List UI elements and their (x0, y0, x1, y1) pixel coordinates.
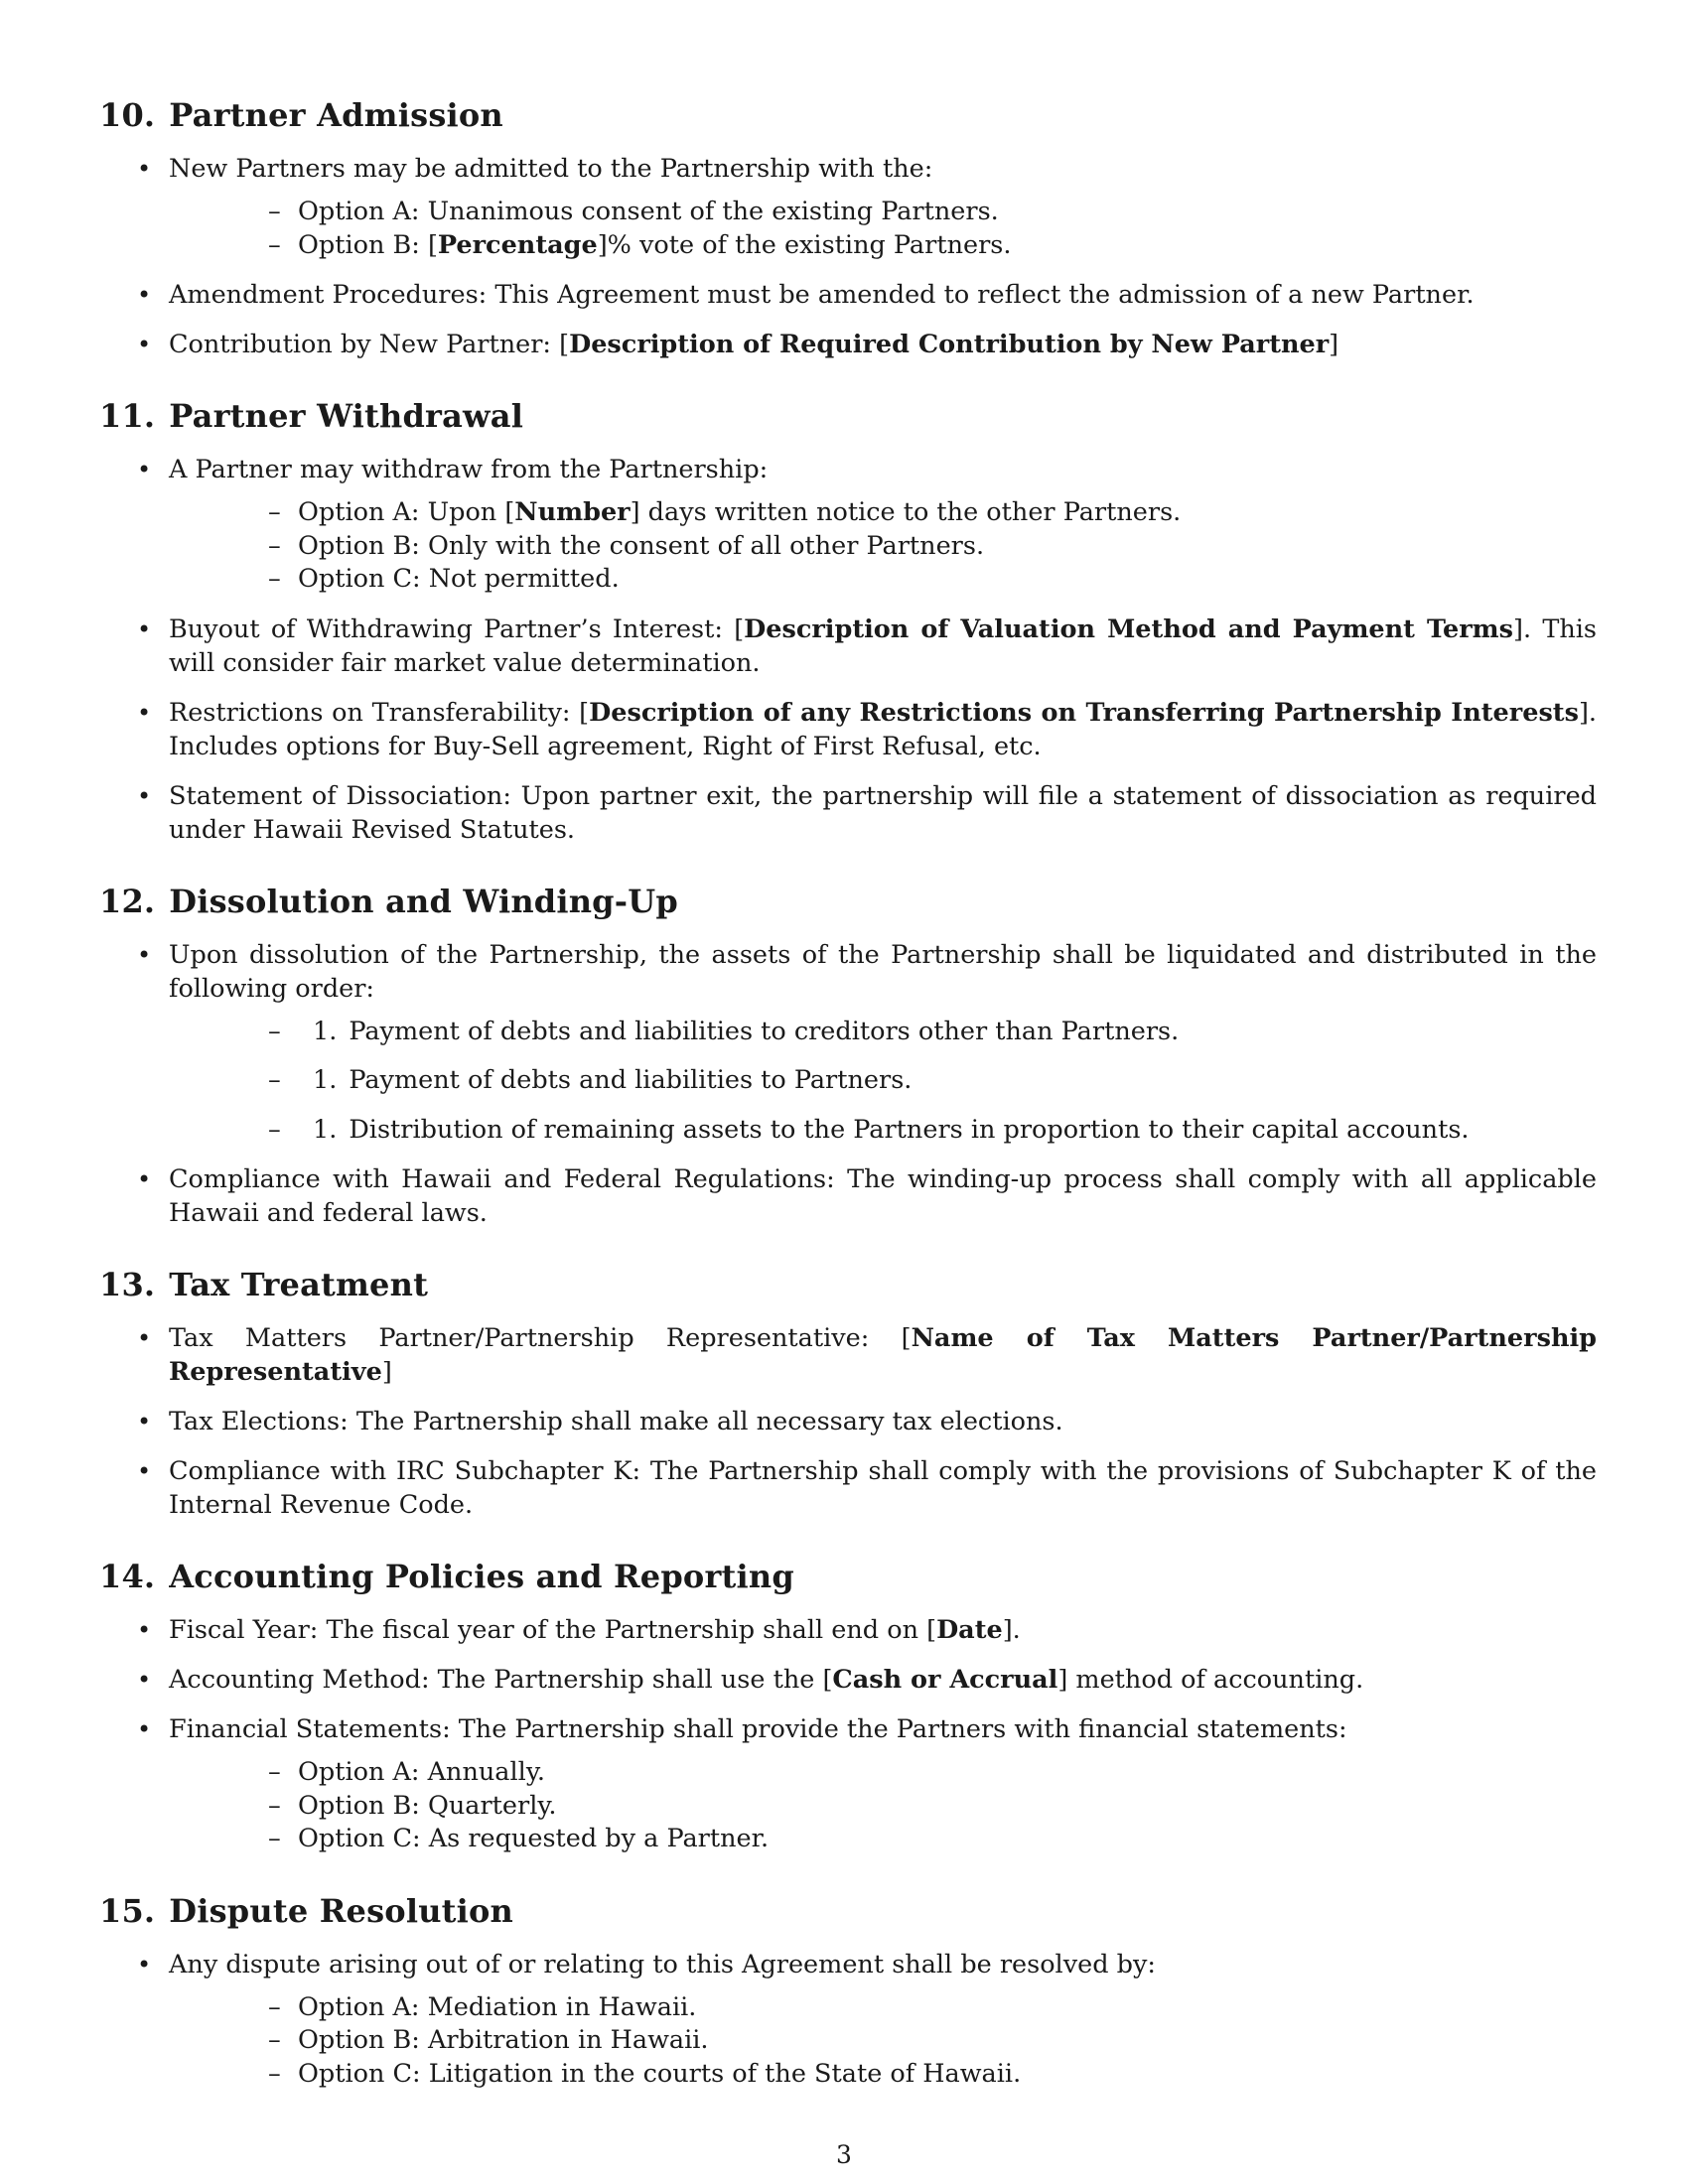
item-text: ] days written notice to the other Partners. (630, 497, 1182, 527)
item-text: Restrictions on Transferability: [ (169, 697, 590, 728)
placeholder-field: Name of Tax Matters Partner/Partnership Representative (169, 1323, 1598, 1387)
step-item (169, 1064, 1597, 1098)
item-text: Option B: Arbitration in Hawaii. (298, 2025, 709, 2055)
section-12 (99, 881, 1597, 1231)
section-heading (99, 1556, 1597, 1597)
bullet-item (99, 1454, 1597, 1522)
item-text: Option B: Quarterly. (298, 1790, 557, 1821)
bullet-item (99, 1613, 1597, 1647)
dash-marker: – (268, 530, 281, 561)
step-text: Payment of debts and liabilities to creditors other than Partners. (349, 1016, 1180, 1046)
item-text: ]. Includes options for Buy-Sell agreement, Right of First Refusal, etc. (169, 697, 1597, 761)
item-text: Compliance with IRC Subchapter K: The Partnership shall comply with the provisions of Subchapter K of the Internal Revenue Code. (169, 1456, 1597, 1520)
section-title: Partner Withdrawal (169, 397, 524, 435)
option-item (169, 2024, 1597, 2058)
page-number: 3 (836, 2140, 852, 2169)
item-text: Option A: Mediation in Hawaii. (298, 1991, 697, 2022)
bullet-item (99, 278, 1597, 312)
bullet-item (99, 938, 1597, 1148)
dash-marker: – (268, 564, 281, 594)
item-text: Option A: Upon [ (298, 497, 515, 527)
item-text: Buyout of Withdrawing Partner’s Interest: [ (169, 614, 745, 644)
item-text: Tax Elections: The Partnership shall make all necessary tax elections. (169, 1407, 1063, 1436)
section-number: 11. (99, 397, 156, 435)
bullet-item (99, 328, 1597, 361)
item-text: Tax Matters Partner/Partnership Representative: [ (169, 1323, 912, 1353)
step-number: 1. (313, 1114, 338, 1145)
section-number: 12. (99, 882, 156, 920)
dash-marker: – (268, 197, 281, 226)
section-heading (99, 881, 1597, 922)
section-number: 14. (99, 1558, 156, 1595)
item-text: New Partners may be admitted to the Partnership with the: (169, 154, 933, 184)
placeholder-field: Number (514, 497, 631, 527)
item-text: Financial Statements: The Partnership shall provide the Partners with financial statements: (169, 1714, 1347, 1744)
option-item (169, 1823, 1597, 1856)
section-title: Tax Treatment (169, 1266, 429, 1303)
section-heading (99, 1264, 1597, 1305)
item-text: Upon dissolution of the Partnership, the assets of the Partnership shall be liquidated and distributed in the following order: (169, 939, 1597, 1004)
option-item (169, 1991, 1597, 2025)
step-number: 1. (313, 1065, 338, 1095)
item-text: Compliance with Hawaii and Federal Regulations: The winding-up process shall comply with all applicable Hawaii and federal laws. (169, 1164, 1597, 1228)
item-text: Contribution by New Partner: [ (169, 330, 570, 359)
item-text: ] (1329, 330, 1339, 359)
dash-marker: – (268, 1757, 281, 1787)
item-text: Statement of Dissociation: Upon partner exit, the partnership will file a statement of dissociation as required under Hawaii Revised Statutes. (169, 780, 1597, 845)
item-text: Fiscal Year: The fiscal year of the Partnership shall end on [ (169, 1615, 937, 1645)
item-text: Option A: Annually. (298, 1757, 545, 1787)
option-item (169, 496, 1597, 530)
bullet-item (99, 696, 1597, 763)
item-text: Option B: [ (298, 229, 438, 260)
step-text: Distribution of remaining assets to the Partners in proportion to their capital accounts. (349, 1114, 1470, 1145)
dash-marker: – (268, 2025, 281, 2055)
item-text: Option A: Unanimous consent of the existing Partners. (298, 197, 999, 226)
option-item (169, 196, 1597, 229)
section-title: Accounting Policies and Reporting (169, 1558, 794, 1595)
step-text: Payment of debts and liabilities to Partners. (349, 1065, 913, 1095)
item-text: Accounting Method: The Partnership shall use the [ (169, 1665, 833, 1695)
item-text: Option C: Litigation in the courts of the State of Hawaii. (298, 2058, 1022, 2089)
item-text: ] method of accounting. (1057, 1665, 1364, 1695)
dash-marker: – (268, 1065, 281, 1095)
placeholder-field: Cash or Accrual (832, 1665, 1058, 1695)
item-text: Any dispute arising out of or relating to this Agreement shall be resolved by: (169, 1949, 1156, 1979)
bullet-item (99, 1321, 1597, 1389)
bullet-item (99, 613, 1597, 680)
item-text: ] (381, 1357, 392, 1387)
placeholder-field: Description of Valuation Method and Payment Terms (744, 614, 1514, 644)
dash-marker: – (268, 1016, 281, 1046)
section-15 (99, 1890, 1597, 2092)
bullet-item (99, 1162, 1597, 1230)
item-text: Option C: Not permitted. (298, 564, 620, 594)
bullet-item (99, 152, 1597, 262)
dash-marker: – (268, 1114, 281, 1145)
bullet-item (99, 1948, 1597, 2092)
dash-marker: – (268, 1824, 281, 1853)
item-text: ]. (1002, 1615, 1021, 1645)
item-text: A Partner may withdraw from the Partnership: (169, 455, 769, 484)
dash-marker: – (268, 497, 281, 527)
item-text: Option C: As requested by a Partner. (298, 1824, 770, 1853)
option-item (169, 229, 1597, 263)
option-item (169, 2058, 1597, 2092)
step-item (169, 1016, 1597, 1049)
section-14 (99, 1556, 1597, 1856)
item-text: Amendment Procedures: This Agreement must be amended to reflect the admission of a new Partner. (169, 280, 1475, 310)
step-list (169, 1016, 1597, 1148)
section-number: 13. (99, 1266, 156, 1303)
bullet-item (99, 779, 1597, 847)
section-heading (99, 94, 1597, 136)
option-item (169, 530, 1597, 564)
section-10 (99, 94, 1597, 361)
item-text: Option B: Only with the consent of all other Partners. (298, 530, 985, 561)
dash-marker: – (268, 1790, 281, 1821)
bullet-item (99, 1712, 1597, 1856)
option-list (169, 196, 1597, 262)
section-heading (99, 395, 1597, 437)
section-title: Dissolution and Winding-Up (169, 882, 678, 920)
step-item (169, 1114, 1597, 1148)
document-body (99, 94, 1597, 2124)
section-13 (99, 1264, 1597, 1522)
dash-marker: – (268, 2058, 281, 2089)
bullet-item (99, 1405, 1597, 1438)
section-number: 10. (99, 96, 156, 134)
section-heading (99, 1890, 1597, 1932)
placeholder-field: Description of any Restrictions on Transferring Partnership Interests (589, 697, 1579, 728)
placeholder-field: Date (936, 1615, 1003, 1645)
item-text: ]% vote of the existing Partners. (597, 229, 1012, 260)
option-list (169, 1756, 1597, 1856)
bullet-item (99, 1663, 1597, 1697)
step-number: 1. (313, 1016, 338, 1046)
section-11 (99, 395, 1597, 847)
option-list (169, 1991, 1597, 2092)
dash-marker: – (268, 229, 281, 260)
item-text: ]. This will consider fair market value determination. (169, 614, 1597, 678)
section-title: Dispute Resolution (169, 1891, 514, 1930)
bullet-item (99, 453, 1597, 597)
placeholder-field: Percentage (437, 229, 598, 260)
option-item (169, 1756, 1597, 1790)
option-item (169, 1790, 1597, 1824)
dash-marker: – (268, 1991, 281, 2022)
section-number: 15. (99, 1891, 156, 1930)
section-title: Partner Admission (169, 96, 503, 134)
option-list (169, 496, 1597, 597)
option-item (169, 563, 1597, 597)
placeholder-field: Description of Required Contribution by New Partner (569, 330, 1330, 359)
